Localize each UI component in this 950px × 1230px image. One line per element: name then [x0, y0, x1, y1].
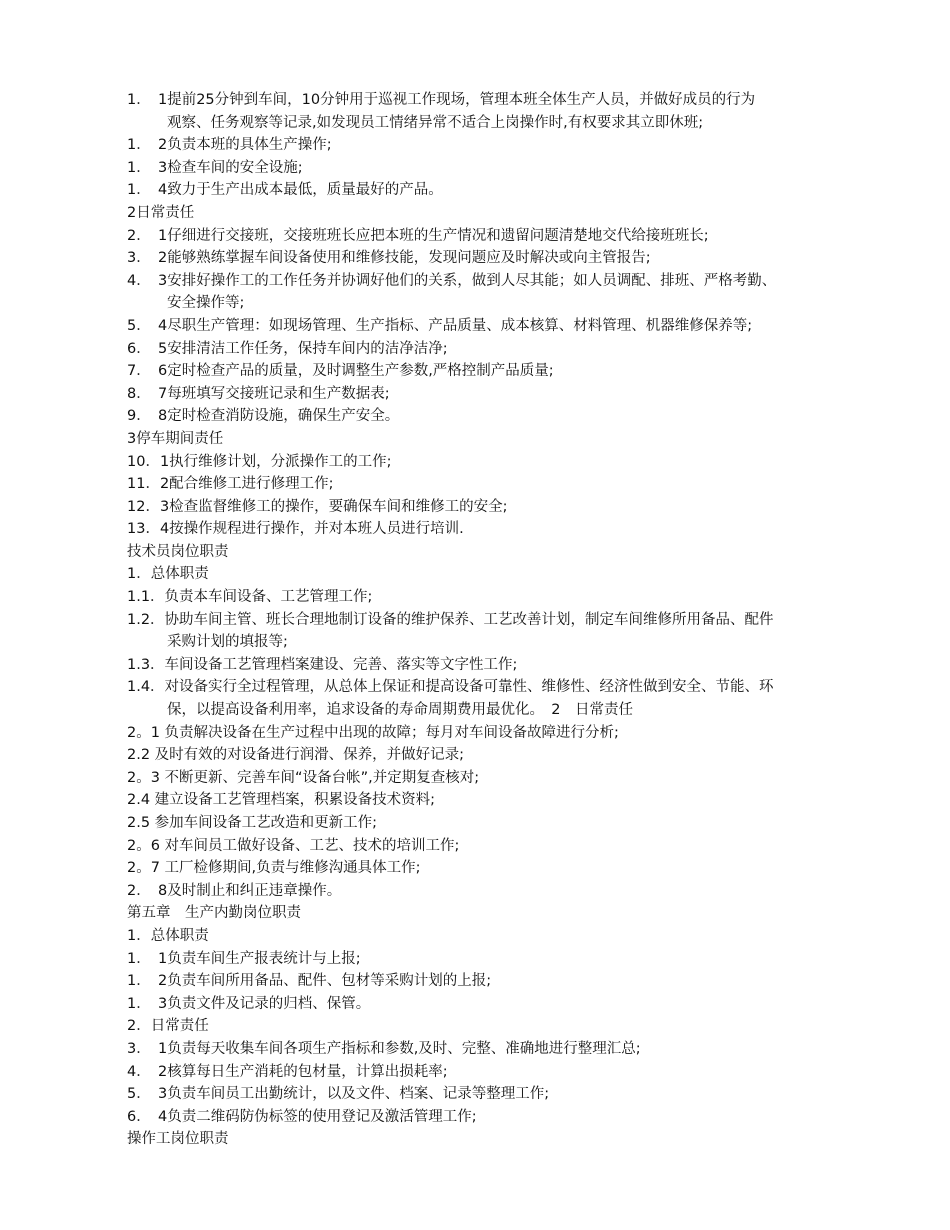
line-text: 1． 1负责车间生产报表统计与上报;: [127, 950, 361, 967]
document-line-continuation: 保，以提高设备利用率，追求设备的寿命周期费用最优化。 2 日常责任: [167, 702, 633, 719]
line-text: 3． 1负责每天收集车间各项生产指标和参数,及时、完整、准确地进行整理汇总;: [127, 1040, 641, 1057]
document-line: [127, 835, 867, 858]
line-text: 1.1．负责本车间设备、工艺管理工作;: [127, 589, 373, 606]
line-text: 5． 3负责车间员工出勤统计，以及文件、档案、记录等整理工作;: [127, 1086, 550, 1103]
line-text: 3停车期间责任: [127, 430, 224, 447]
document-line: [127, 360, 867, 383]
document-line: [127, 1083, 867, 1106]
line-text: 2． 1仔细进行交接班，交接班班长应把本班的生产情况和遗留问题清楚地交代给接班班长;: [127, 227, 709, 244]
document-line: [127, 451, 867, 474]
document-line: [127, 654, 867, 677]
line-text: 4． 2核算每日生产消耗的包材量，计算出损耗率;: [127, 1063, 448, 1080]
line-text: 1． 2负责本班的具体生产操作;: [127, 137, 332, 154]
line-text: 11．2配合维修工进行修理工作;: [127, 476, 334, 493]
document-line: [127, 609, 867, 632]
line-text: 1． 4致力于生产出成本最低，质量最好的产品。: [127, 182, 443, 199]
line-text: 1． 3检查车间的安全设施;: [127, 159, 303, 176]
line-text: 1．总体职责: [127, 927, 209, 944]
document-line: [127, 970, 867, 993]
document-line: [127, 338, 867, 361]
line-text: 2.5 参加车间设备工艺改造和更新工作;: [127, 815, 378, 831]
document-line: [127, 722, 867, 745]
document-line: [127, 473, 867, 496]
document-line: [127, 767, 867, 790]
document-line: [127, 925, 867, 948]
document-line-continuation: 采购计划的填报等;: [167, 634, 288, 651]
line-text: 2.2 及时有效的对设备进行润滑、保养，并做好记录;: [127, 747, 465, 764]
document-line: [127, 496, 867, 519]
document-line: [127, 789, 867, 812]
document-line: [127, 857, 867, 880]
document-body: [127, 89, 867, 1151]
line-text: 5． 4尽职生产管理：如现场管理、生产指标、产品质量、成本核算、材料管理、机器维修保养等;: [127, 317, 753, 334]
line-text: 2。6 对车间员工做好设备、工艺、技术的培训工作;: [127, 837, 460, 854]
line-text: 4． 3安排好操作工的工作任务并协调好他们的关系，做到人尽其能；如人员调配、排班、严格考勤、: [127, 272, 777, 289]
document-line: [127, 134, 867, 157]
document-line: [127, 812, 867, 835]
document-line: [127, 157, 867, 180]
document-line: [127, 405, 867, 428]
document-line: [127, 1038, 867, 1061]
line-text: 13．4按操作规程进行操作，并对本班人员进行培训.: [127, 521, 464, 538]
line-text: 2。1 负责解决设备在生产过程中出现的故障；每月对车间设备故障进行分析;: [127, 724, 619, 741]
document-line: [127, 676, 867, 699]
document-line: [127, 744, 867, 767]
document-line: [127, 518, 867, 541]
document-line-continuation: 观察、任务观察等记录,如发现员工情绪异常不适合上岗操作时,有权要求其立即休班;: [167, 114, 704, 131]
line-text: 9． 8定时检查消防设施，确保生产安全。: [127, 408, 400, 425]
line-text: 3． 2能够熟练掌握车间设备使用和维修技能，发现问题应及时解决或向主管报告;: [127, 250, 651, 267]
document-line: [127, 179, 867, 202]
line-text: 2.4 建立设备工艺管理档案，积累设备技术资料;: [127, 792, 436, 809]
line-text: 操作工岗位职责: [127, 1131, 229, 1148]
document-line: [127, 1128, 867, 1151]
line-text: 6． 4负责二维码防伪标签的使用登记及激活管理工作;: [127, 1108, 477, 1125]
document-line: [127, 1106, 867, 1129]
document-line: [127, 89, 867, 112]
document-line: [127, 880, 867, 903]
document-line: [127, 383, 867, 406]
document-line: [127, 993, 867, 1016]
document-line: [127, 428, 867, 451]
document-line: [127, 1061, 867, 1084]
line-text: 1． 1提前25分钟到车间，10分钟用于巡视工作现场，管理本班全体生产人员，并做好成员的行为: [127, 92, 756, 108]
line-text: 6． 5安排清洁工作任务，保持车间内的洁净洁净;: [127, 340, 448, 357]
document-line: [127, 563, 867, 586]
line-text: 12．3检查监督维修工的操作，要确保车间和维修工的安全;: [127, 498, 508, 515]
line-text: 2．日常责任: [127, 1018, 209, 1035]
document-line: [127, 902, 867, 925]
document-line: [127, 270, 867, 293]
line-text: 2日常责任: [127, 204, 195, 221]
line-text: 1． 2负责车间所用备品、配件、包材等采购计划的上报;: [127, 973, 492, 990]
document-line: [127, 541, 867, 564]
document-line: [127, 225, 867, 248]
document-line: [127, 948, 867, 971]
line-text: 7． 6定时检查产品的质量，及时调整生产参数,严格控制产品质量;: [127, 363, 554, 380]
line-text: 1．总体职责: [127, 566, 209, 583]
line-text: 2。7 工厂检修期间,负责与维修沟通具体工作;: [127, 860, 421, 877]
document-line-continuation: 安全操作等;: [167, 295, 245, 312]
line-text: 8． 7每班填写交接班记录和生产数据表;: [127, 385, 390, 402]
line-text: 1.2．协助车间主管、班长合理地制订设备的维护保养、工艺改善计划，制定车间维修所用备品、配件: [127, 611, 774, 628]
line-text: 10．1执行维修计划，分派操作工的工作;: [127, 453, 392, 470]
document-line: [127, 1015, 867, 1038]
line-text: 2。3 不断更新、完善车间“设备台帐”,并定期复查核对;: [127, 769, 480, 786]
document-line: [127, 247, 867, 270]
line-text: 第五章 生产内勤岗位职责: [127, 905, 301, 922]
line-text: 1.3．车间设备工艺管理档案建设、完善、落实等文字性工作;: [127, 656, 518, 673]
line-text: 1.4．对设备实行全过程管理，从总体上保证和提高设备可靠性、维修性、经济性做到安全、节能、环: [127, 679, 774, 696]
line-text: 2． 8及时制止和纠正违章操作。: [127, 882, 342, 899]
line-text: 1． 3负责文件及记录的归档、保管。: [127, 995, 371, 1012]
line-text: 技术员岗位职责: [127, 543, 229, 560]
document-line: [127, 202, 867, 225]
document-line: [127, 315, 867, 338]
document-line: [127, 586, 867, 609]
